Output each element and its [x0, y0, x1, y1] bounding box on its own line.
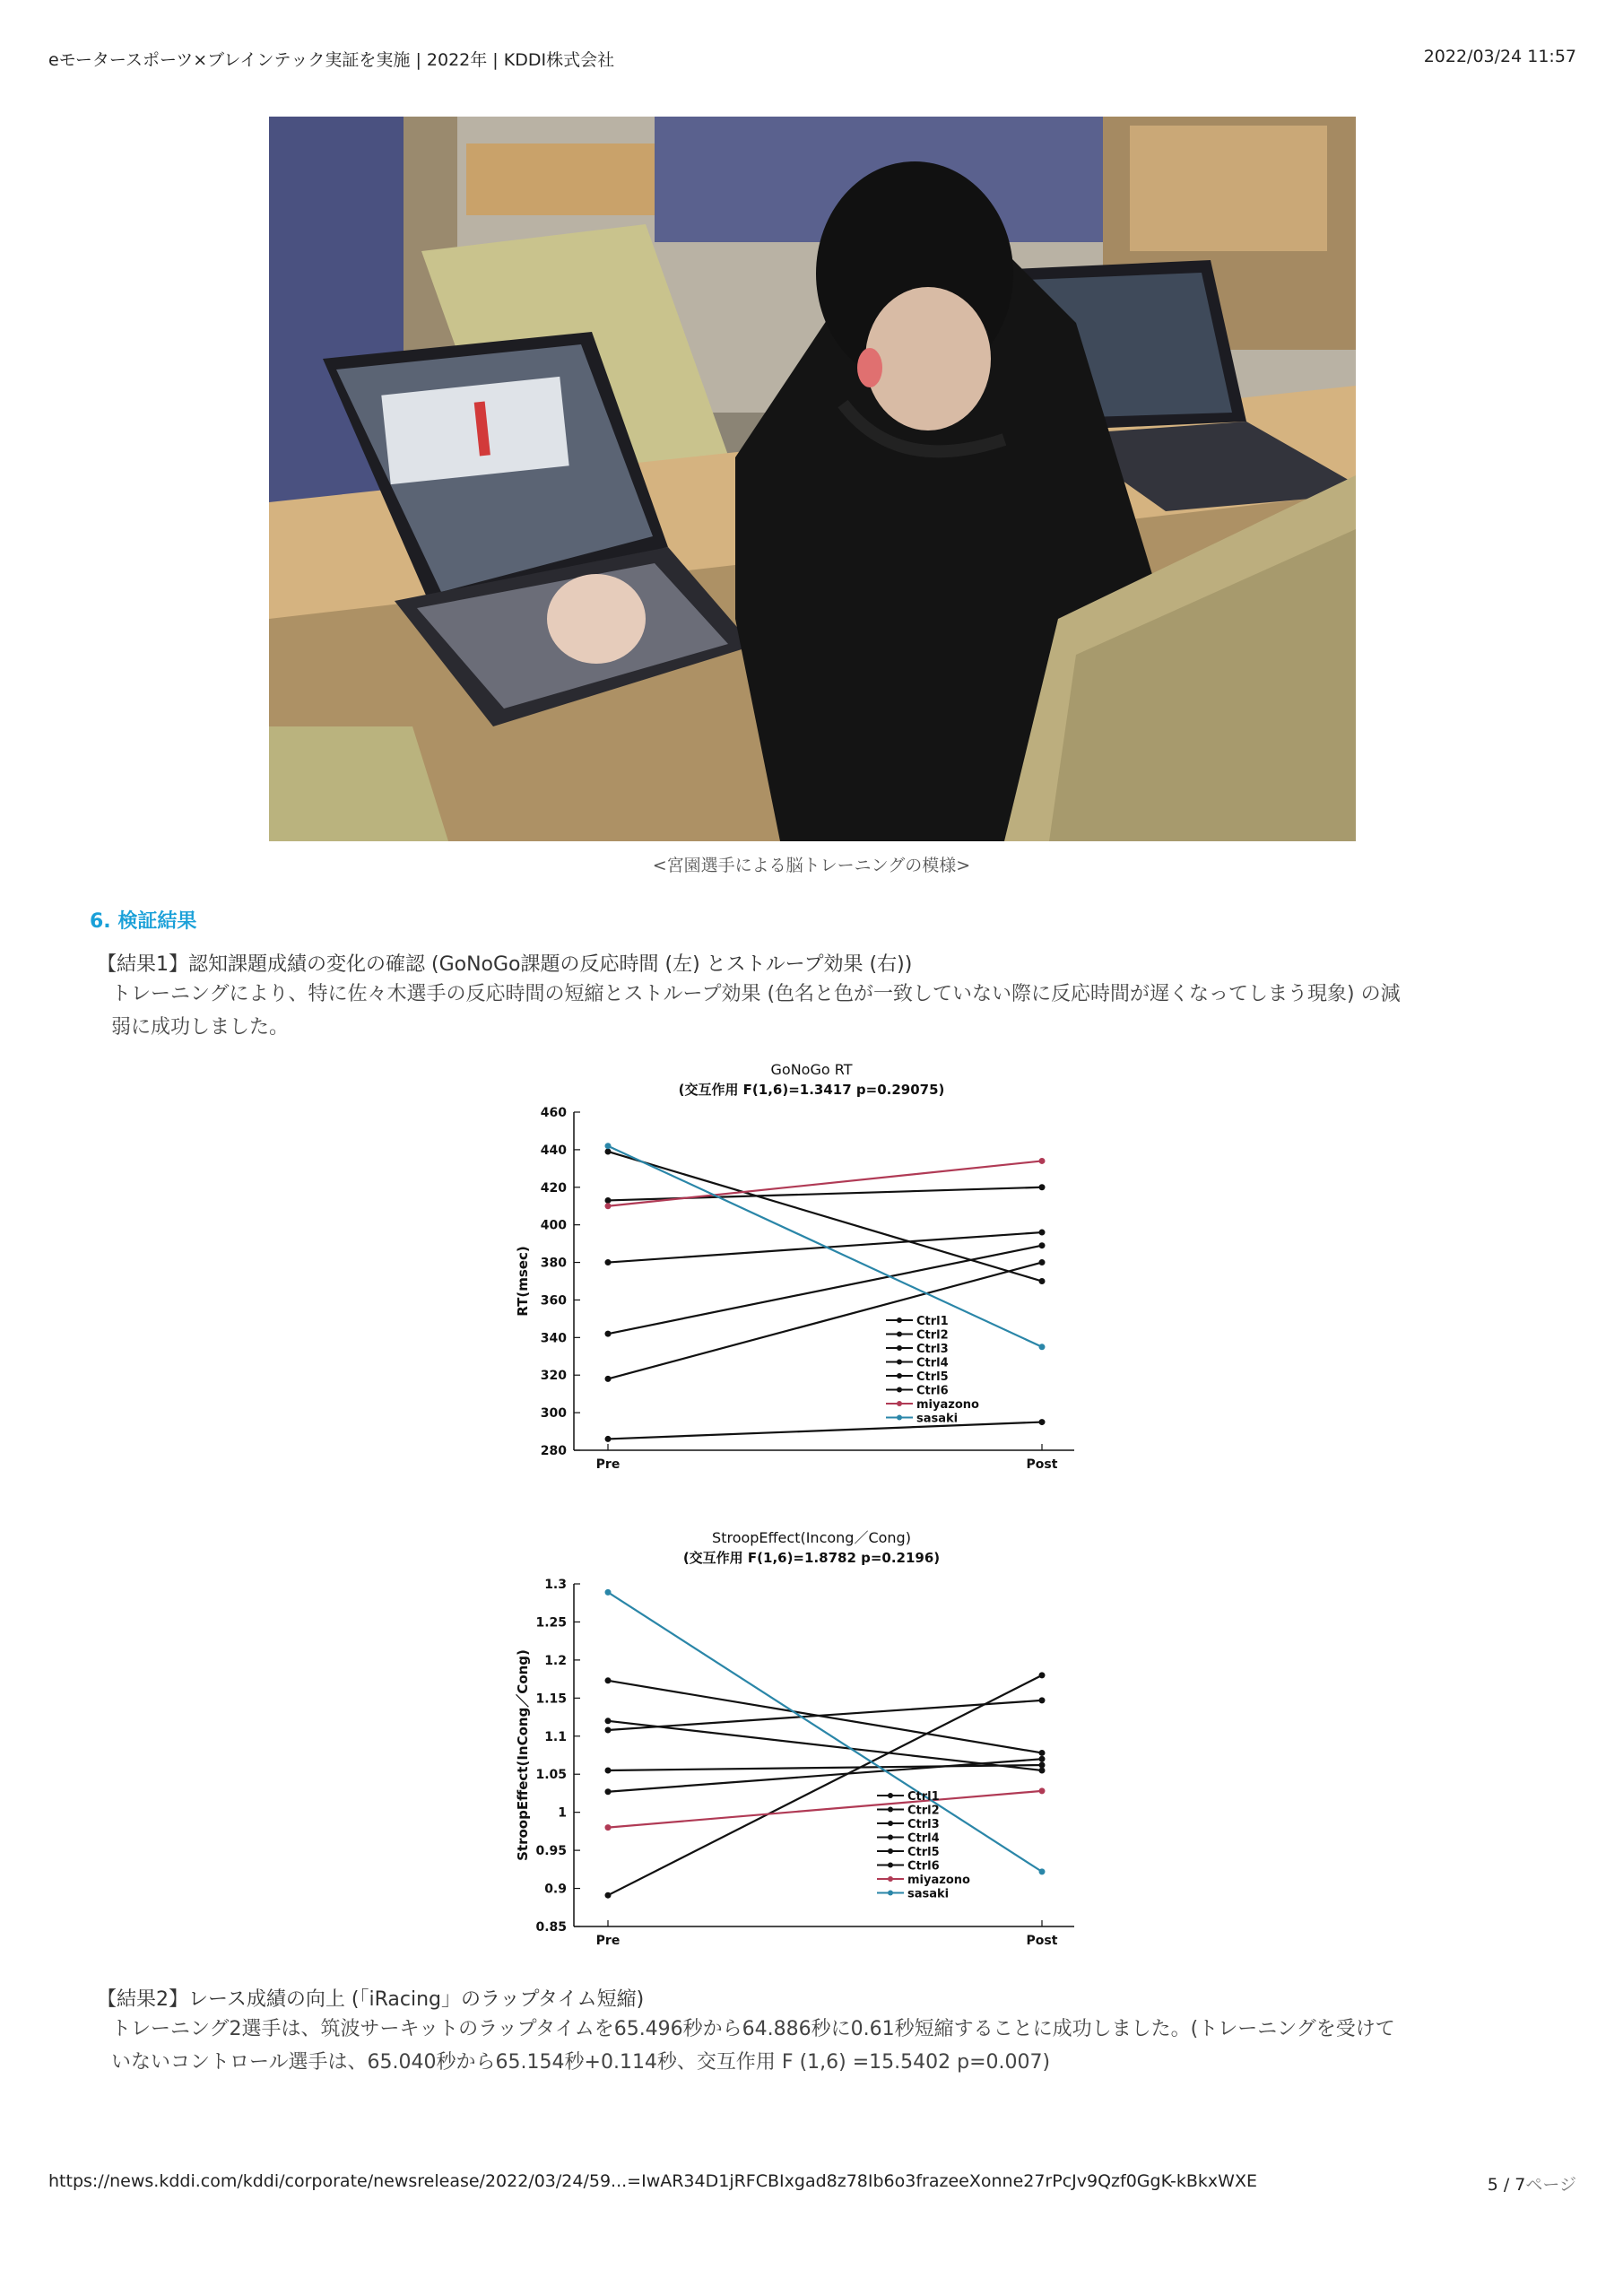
- x-tick-label: Post: [1026, 1934, 1058, 1948]
- result1-body-line1: トレーニングにより、特に佐々木選手の反応時間の短縮とストループ効果 (色名と色が一致していない際に反応時間が遅くなってしまう現象) の減: [111, 983, 1401, 1005]
- y-tick-label: 340: [540, 1331, 567, 1346]
- data-point-Ctrl2: [1039, 1184, 1046, 1190]
- x-tick-label: Pre: [595, 1934, 621, 1948]
- legend-label: miyazono: [907, 1874, 970, 1887]
- series-line-Ctrl6: [608, 1422, 1042, 1439]
- legend-label: Ctrl6: [907, 1859, 940, 1874]
- data-point-sasaki: [605, 1589, 612, 1596]
- data-point-Ctrl5: [605, 1376, 612, 1382]
- y-tick-label: 400: [540, 1218, 567, 1233]
- legend-label: sasaki: [916, 1412, 959, 1426]
- data-point-Ctrl1: [605, 1677, 612, 1683]
- footer-url: https://news.kddi.com/kddi/corporate/newsrelease/2022/03/24/59...=IwAR34D1jRFCBIxgad8z78Ib6o3frazeeXonne27rPcJv9Qzf0GgK-kBkxWXE: [48, 2171, 1257, 2191]
- y-tick-label: 0.9: [544, 1882, 567, 1897]
- section-title: 6. 検証結果: [90, 910, 197, 933]
- data-point-miyazono: [605, 1203, 612, 1209]
- data-point-Ctrl6: [605, 1436, 612, 1442]
- data-point-Ctrl2: [605, 1718, 612, 1724]
- result1-body: [111, 978, 1546, 1044]
- series-line-miyazono: [608, 1161, 1042, 1205]
- legend-label: Ctrl1: [916, 1315, 949, 1328]
- chart-subtitle: (交互作用 F(1,6)=1.3417 p=0.29075): [678, 1082, 945, 1098]
- data-point-sasaki: [605, 1143, 612, 1149]
- data-point-Ctrl3: [605, 1726, 612, 1733]
- data-point-Ctrl4: [605, 1767, 612, 1773]
- result2-body-line1: トレーニング2選手は、筑波サーキットのラップタイムを65.496秒から64.886秒に0.61秒短縮することに成功しました。(トレーニングを受けて: [111, 2018, 1395, 2040]
- y-tick-label: 0.85: [535, 1920, 567, 1935]
- data-point-miyazono: [1039, 1158, 1046, 1164]
- y-tick-label: 360: [540, 1293, 567, 1309]
- y-axis-label: StroopEffect(InCong／Cong): [515, 1649, 531, 1861]
- y-tick-label: 1.15: [535, 1692, 567, 1707]
- legend-marker: [897, 1373, 902, 1378]
- result2-body-line2: いないコントロール選手は、65.040秒から65.154秒+0.114秒、交互作用 F (1,6) =15.5402 p=0.007): [111, 2051, 1051, 2074]
- legend-marker: [888, 1891, 893, 1896]
- legend-marker: [888, 1876, 893, 1882]
- result1-heading: 【結果1】認知課題成績の変化の確認 (GoNoGo課題の反応時間 (左) とストループ効果 (右)): [97, 953, 913, 976]
- chart-title: GoNoGo RT: [770, 1061, 853, 1078]
- result1-body-line2: 弱に成功しました。: [111, 1016, 290, 1039]
- footer-page: [1488, 2171, 1576, 2196]
- data-point-Ctrl4: [1039, 1242, 1046, 1248]
- y-tick-label: 1: [558, 1805, 567, 1821]
- page-header-datetime: 2022/03/24 11:57: [1423, 47, 1576, 66]
- training-photo: [269, 117, 1356, 841]
- series-line-Ctrl5: [608, 1759, 1042, 1792]
- legend-label: Ctrl1: [907, 1790, 940, 1804]
- legend-label: Ctrl3: [907, 1818, 940, 1831]
- x-tick-label: Pre: [595, 1457, 621, 1472]
- series-line-sasaki: [608, 1146, 1042, 1347]
- chart-title: StroopEffect(Incong／Cong): [712, 1529, 911, 1546]
- legend-marker: [897, 1401, 902, 1406]
- series-line-Ctrl6: [608, 1675, 1042, 1895]
- y-tick-label: 380: [540, 1256, 567, 1271]
- y-tick-label: 320: [540, 1369, 567, 1384]
- legend-marker: [888, 1793, 893, 1798]
- y-tick-label: 0.95: [535, 1844, 567, 1859]
- y-tick-label: 1.2: [544, 1653, 567, 1668]
- series-line-Ctrl1: [608, 1152, 1042, 1282]
- data-point-Ctrl6: [1039, 1672, 1046, 1678]
- legend-label: Ctrl4: [916, 1356, 949, 1370]
- data-point-Ctrl6: [605, 1892, 612, 1899]
- legend-label: sasaki: [907, 1887, 950, 1901]
- legend-marker: [888, 1807, 893, 1813]
- y-tick-label: 1.25: [535, 1615, 567, 1631]
- data-point-Ctrl4: [1039, 1762, 1046, 1769]
- y-tick-label: 460: [540, 1106, 567, 1120]
- data-point-Ctrl5: [1039, 1756, 1046, 1762]
- data-point-sasaki: [1039, 1344, 1046, 1350]
- legend-marker: [897, 1360, 902, 1365]
- series-line-Ctrl3: [608, 1700, 1042, 1730]
- result2-body: [111, 2013, 1546, 2079]
- y-tick-label: 280: [540, 1444, 567, 1458]
- y-tick-label: 420: [540, 1180, 567, 1196]
- y-tick-label: 1.1: [544, 1729, 567, 1744]
- series-line-Ctrl1: [608, 1681, 1042, 1753]
- legend-label: Ctrl4: [907, 1831, 940, 1846]
- series-line-sasaki: [608, 1592, 1042, 1872]
- data-point-miyazono: [1039, 1787, 1046, 1794]
- data-point-Ctrl1: [1039, 1278, 1046, 1284]
- legend-marker: [897, 1415, 902, 1421]
- data-point-Ctrl1: [605, 1148, 612, 1154]
- legend-label: miyazono: [916, 1398, 979, 1412]
- chart-subtitle: (交互作用 F(1,6)=1.8782 p=0.2196): [682, 1550, 941, 1566]
- series-line-miyazono: [608, 1791, 1042, 1828]
- page-suffix: ページ: [1525, 2175, 1576, 2195]
- y-tick-label: 300: [540, 1406, 567, 1422]
- legend-marker: [888, 1848, 893, 1854]
- data-point-Ctrl3: [1039, 1230, 1046, 1236]
- legend-label: Ctrl5: [916, 1370, 949, 1384]
- legend-label: Ctrl2: [916, 1328, 949, 1343]
- legend-marker: [897, 1318, 902, 1323]
- page-number: 5 / 7: [1487, 2175, 1526, 2195]
- legend-label: Ctrl2: [907, 1804, 940, 1818]
- stroop-effect-chart: [511, 1525, 1112, 1955]
- legend-marker: [897, 1387, 902, 1393]
- y-tick-label: 440: [540, 1143, 567, 1158]
- legend-label: Ctrl6: [916, 1384, 949, 1398]
- data-point-Ctrl6: [1039, 1419, 1046, 1425]
- gonogo-rt-chart: [511, 1058, 1112, 1480]
- data-point-Ctrl5: [1039, 1259, 1046, 1265]
- data-point-Ctrl3: [1039, 1697, 1046, 1703]
- legend-marker: [897, 1345, 902, 1351]
- data-point-sasaki: [1039, 1868, 1046, 1874]
- photo-caption: <宮園選手による脳トレーニングの模様>: [652, 856, 971, 875]
- legend-marker: [888, 1835, 893, 1840]
- data-point-miyazono: [605, 1824, 612, 1831]
- legend-label: Ctrl5: [907, 1846, 940, 1859]
- data-point-Ctrl2: [605, 1197, 612, 1204]
- data-point-Ctrl3: [605, 1259, 612, 1265]
- series-line-Ctrl4: [608, 1765, 1042, 1770]
- legend-marker: [897, 1332, 902, 1337]
- data-point-Ctrl5: [605, 1788, 612, 1795]
- data-point-Ctrl1: [1039, 1750, 1046, 1756]
- y-tick-label: 1.3: [544, 1578, 567, 1592]
- result2-heading: 【結果2】レース成績の向上 (「iRacing」のラップタイム短縮): [97, 1988, 645, 2011]
- legend-label: Ctrl3: [916, 1343, 949, 1356]
- page-header-title: eモータースポーツ×ブレインテック実証を実施 | 2022年 | KDDI株式会社: [48, 50, 615, 70]
- x-tick-label: Post: [1026, 1457, 1058, 1472]
- data-point-Ctrl4: [605, 1331, 612, 1337]
- legend-marker: [888, 1821, 893, 1826]
- y-axis-label: RT(msec): [515, 1246, 531, 1317]
- training-photo-illustration: [269, 117, 1356, 841]
- y-tick-label: 1.05: [535, 1768, 567, 1783]
- legend-marker: [888, 1863, 893, 1868]
